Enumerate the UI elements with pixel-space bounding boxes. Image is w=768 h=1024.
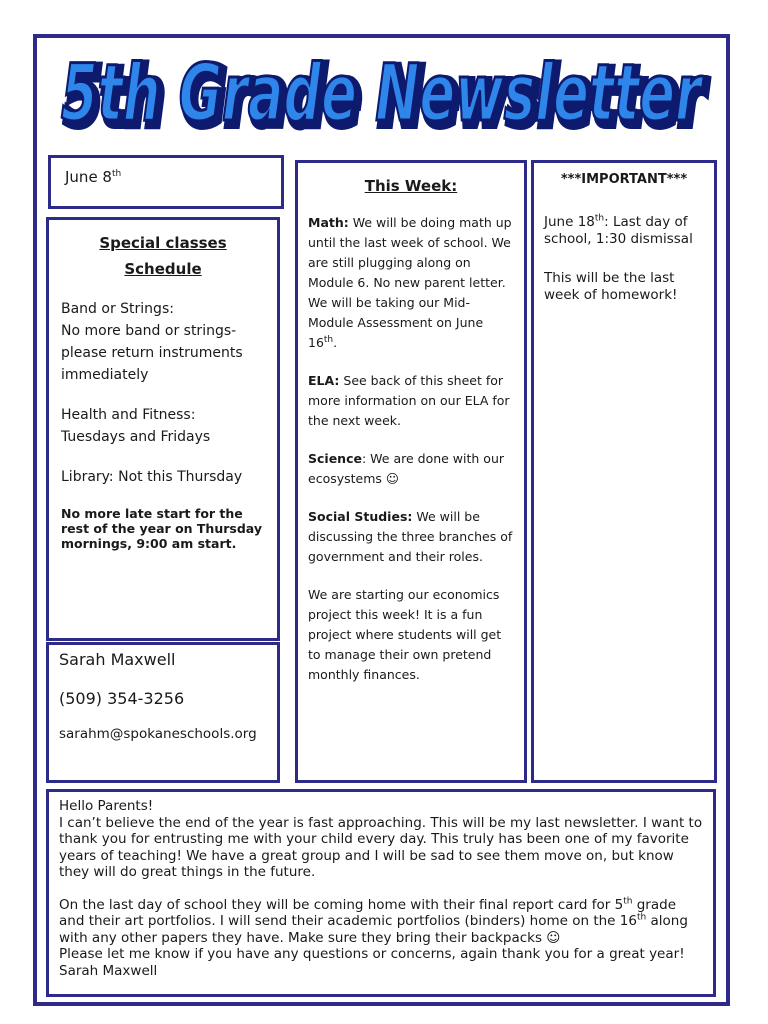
letter-paragraph-2 — [59, 897, 703, 947]
special-heading-1: Special classes — [99, 234, 227, 252]
science-label: Science — [308, 451, 362, 466]
parent-letter-box — [46, 789, 716, 997]
science-item — [308, 449, 514, 489]
math-item — [308, 213, 514, 353]
date-text: June 8 — [65, 168, 112, 186]
date-box — [48, 155, 284, 209]
ela-label: ELA: — [308, 373, 340, 388]
economics-text: We are starting our economics project this week! It is a fun project where students will get to manage their own pretend monthly finances. — [308, 587, 502, 682]
important-heading: ***IMPORTANT*** — [560, 172, 688, 187]
last-day-item — [544, 214, 704, 248]
this-week-heading: This Week: — [364, 177, 458, 195]
letter-paragraph-1: I can’t believe the end of the year is fast approaching. This will be my last newsletter. I want to thank you for entrusting me with your child every day. This truly has been one of my favorite years of teaching! We have a great group and I will be sad to see them move on, but know they will do great things in the future. — [59, 814, 703, 880]
teacher-name: Sarah Maxwell — [59, 650, 176, 669]
important-box — [531, 160, 717, 783]
band-label: Band or Strings: — [61, 301, 174, 317]
library-text: Library: Not this Thursday — [61, 469, 243, 485]
special-classes-box — [46, 217, 280, 641]
teacher-phone: (509) 354-3256 — [59, 689, 185, 708]
last-day-sup: th — [594, 213, 605, 224]
ela-text: See back of this sheet for more information on our ELA for the next week. — [308, 373, 510, 428]
ela-item — [308, 371, 514, 431]
letter-paragraph-3: Please let me know if you have any questions or concerns, again thank you for a great year! — [59, 946, 685, 962]
last-day-text: : Last day of school, 1:30 dismissal — [544, 214, 693, 247]
social-label: Social Studies: — [308, 509, 413, 524]
newsletter-title — [55, 38, 715, 148]
letter-p2-part-c: along with any other papers they have. Make sure they bring their backpacks ☺ — [59, 913, 688, 946]
special-heading-2: Schedule — [124, 260, 202, 278]
social-item — [308, 507, 514, 567]
science-text: : We are done with our ecosystems ☺ — [308, 451, 505, 486]
late-start-notice: No more late start for the rest of the year on Thursday mornings, 9:00 am start. — [61, 506, 262, 551]
teacher-email: sarahm@spokaneschools.org — [59, 726, 257, 742]
letter-greeting: Hello Parents! — [59, 798, 154, 814]
letter-p2-sup-1: th — [623, 896, 633, 906]
letter-p2-part-a: On the last day of school they will be coming home with their final report card for 5 — [59, 896, 624, 913]
title-text: 5th Grade Newsletter — [61, 49, 705, 139]
letter-p2-part-b: grade and their art portfolios. I will send their academic portfolios (binders) home on the 16 — [59, 896, 676, 929]
homework-notice: This will be the last week of homework! — [544, 270, 678, 303]
band-text: No more band or strings- please return instruments immediately — [61, 323, 243, 383]
last-day-date: June 18 — [544, 214, 595, 230]
social-text: We will be discussing the three branches of government and their roles. — [308, 509, 513, 564]
math-text: We will be doing math up until the last week of school. We are still plugging along on Module 6. No new parent letter. We will be taking our Mid-Module Assessment on June 16 — [308, 215, 512, 350]
letter-signature: Sarah Maxwell — [59, 962, 158, 979]
date-suffix: th — [111, 169, 122, 179]
title-wordart — [55, 38, 715, 148]
title-shadow: 5th Grade Newsletter — [65, 53, 709, 143]
contact-box — [46, 642, 280, 783]
letter-p2-sup-2: th — [636, 912, 647, 923]
this-week-box — [295, 160, 527, 783]
health-label: Health and Fitness: — [61, 407, 196, 423]
math-end: . — [333, 335, 338, 350]
math-label: Math: — [308, 215, 349, 230]
health-text: Tuesdays and Fridays — [61, 429, 211, 445]
math-sup: th — [323, 334, 334, 345]
